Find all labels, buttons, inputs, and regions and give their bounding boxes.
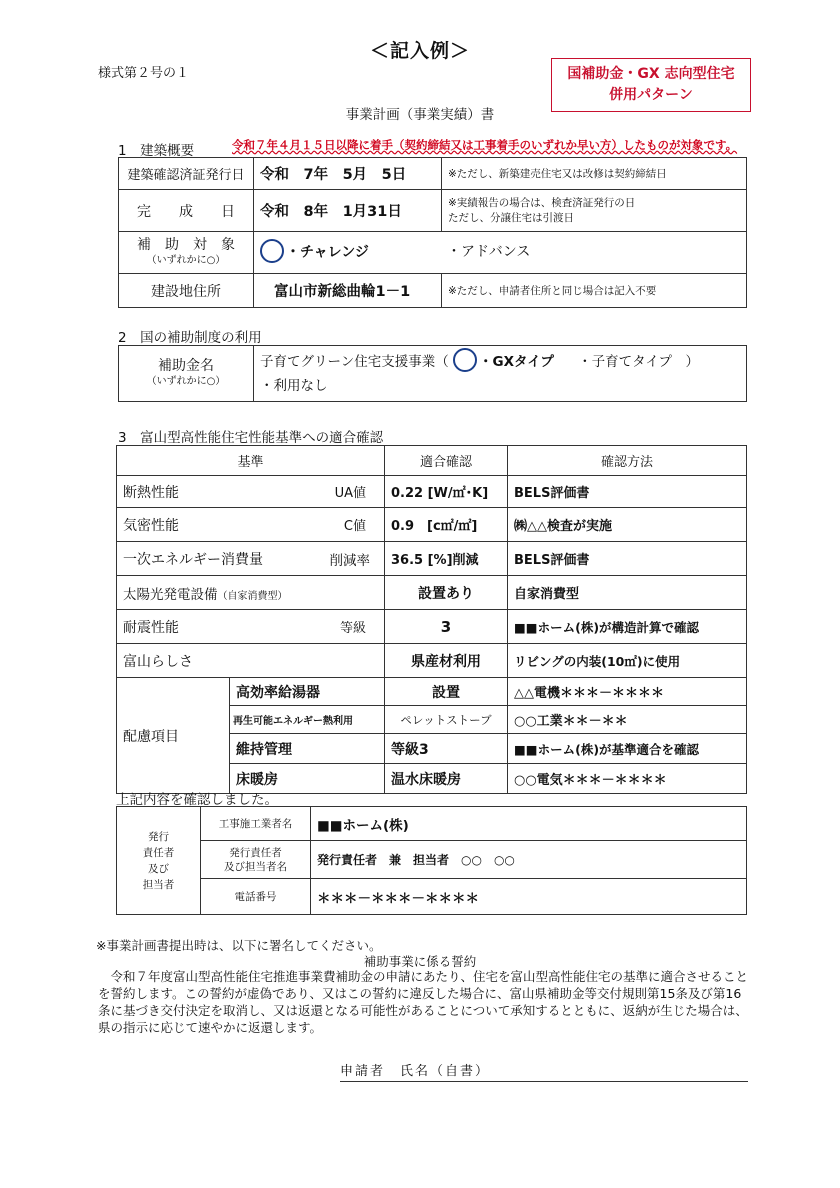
header-method: 確認方法 [508,446,747,476]
phone-label: 電話番号 [201,879,311,915]
method-value: リビングの内装(10㎡)に使用 [508,644,747,678]
confirmation-statement: 上記内容を確認しました。 [116,792,278,808]
section2-title: 2 国の補助制度の利用 [118,330,262,346]
subsidy-target-options [254,232,747,274]
oath-lead: ※事業計画書提出時は、以下に署名してください。 [96,938,382,953]
consideration-item: 床暖房 [230,764,385,794]
section3-table [116,445,747,794]
consideration-item: 再生可能エネルギー熱利用 [230,706,385,734]
compliance-value: 3 [385,610,508,644]
standard-unit: 等級 [339,620,366,636]
oath-body: 令和７年度富山型高性能住宅推進事業費補助金の申請にあたり、住宅を富山型高性能住宅の基準に適合させることを誓約します。この誓約が虚偽であり、又はこの誓約に違反した場合に、富山県補助金等交付規則第15条及び第16条に基づき交付決定を取消し、又は返還となる可能性があることについて承知するとともに、返納が生じた場合は、県の指示に応じて速やかに返還します。 [98,969,749,1035]
subsidy-name-label: 補助金名 [158,357,214,374]
contractor-value: ■■ホーム(株) [311,807,747,841]
responsible-group-label: 発行 責任者 及び 担当者 [117,807,201,915]
phone-value: ＊＊＊－＊＊＊－＊＊＊＊ [311,879,747,915]
compliance-value: 0.22 [W/㎡･K] [385,476,508,508]
section1-table [118,157,747,308]
option-challenge: ・チャレンジ [286,244,369,260]
section3-title: 3 富山型高性能住宅性能基準への適合確認 [118,430,384,446]
consideration-value: 等級3 [385,734,508,764]
standard-cell [117,476,385,508]
completion-date-note: ※実績報告の場合は、検査済証発行の日 ただし、分譲住宅は引渡日 [442,190,747,232]
standard-name: 一次エネルギー消費量 [123,551,263,568]
example-heading: ＜記入例＞ [369,40,470,62]
consideration-value: ペレットストーブ [385,706,508,734]
confirmation-date-value: 令和 7年 5月 5日 [254,158,442,190]
consideration-label: 配慮項目 [117,678,230,794]
selected-circle-icon [453,348,477,372]
applicant-signature-line[interactable]: 申請者 氏名（自書） [340,1060,748,1082]
method-value: ㈱△△検査が実施 [508,508,747,542]
section2-table [118,345,747,402]
option-gx-type: ・GXタイプ [479,353,554,370]
section1-red-note: 令和７年４月１５日以降に着手（契約締結又は工事着手のいずれか早い方）したものが対象です。 [232,138,738,152]
consideration-value: 設置 [385,678,508,706]
document-title: 事業計画（事業実績）書 [345,107,495,123]
person-label: 発行責任者 及び担当者名 [201,841,311,879]
compliance-value: 36.5 [%]削減 [385,542,508,576]
person-value: 発行責任者 兼 担当者 ○○ ○○ [311,841,747,879]
option-kosodate-type: ・子育てタイプ ） [578,353,699,370]
method-value: BELS評価書 [508,542,747,576]
subsidy-name-options [254,346,747,402]
completion-date-value: 令和 8年 1月31日 [254,190,442,232]
subsidy-name-label-cell [119,346,254,402]
construction-address-value: 富山市新総曲輪1－1 [254,274,442,308]
header-standard: 基準 [117,446,385,476]
standard-name: 太陽光発電設備 [123,586,218,603]
subsidy-name-sublabel: （いずれかに○） [146,375,226,387]
selected-circle-icon [260,239,284,263]
method-value: BELS評価書 [508,476,747,508]
contractor-label: 工事施工業者名 [201,807,311,841]
method-value: 自家消費型 [508,576,747,610]
method-value: ■■ホーム(株)が構造計算で確認 [508,610,747,644]
standard-unit: 削減率 [329,552,370,569]
consideration-item: 維持管理 [230,734,385,764]
oath-title: 補助事業に係る誓約 [363,954,477,969]
subsidy-line-1 [260,350,740,374]
label-construction-address: 建設地住所 [119,274,254,308]
standard-name: 耐震性能 [123,619,179,636]
option-not-used: ・利用なし [260,377,328,394]
standard-name: 富山らしさ [123,653,193,670]
consideration-value: 温水床暖房 [385,764,508,794]
section1-title: 1 建築概要 [118,143,195,159]
standard-unit: C値 [343,518,366,534]
compliance-value: 0.9 [c㎡/㎡] [385,508,508,542]
standard-cell [117,576,385,610]
standard-cell [117,542,385,576]
responsible-table [116,806,747,915]
confirmation-date-note: ※ただし、新築建売住宅又は改修は契約締結日 [442,158,747,190]
program-name: 子育てグリーン住宅支援事業（ [260,353,449,370]
consideration-method: △△電機＊＊＊－＊＊＊＊ [508,678,747,706]
subsidy-target-sublabel: （いずれかに○） [146,254,226,266]
pattern-line-2: 併用パターン [609,87,693,103]
label-confirmation-date: 建築確認済証発行日 [119,158,254,190]
standard-name: 断熱性能 [123,484,179,501]
standard-name: 気密性能 [123,517,179,534]
standard-cell [117,610,385,644]
subsidy-target-label: 補 助 対 象 [137,236,235,253]
construction-address-note: ※ただし、申請者住所と同じ場合は記入不要 [442,274,747,308]
form-number: 様式第２号の１ [98,66,190,81]
standard-cell [117,508,385,542]
compliance-value: 県産材利用 [385,644,508,678]
consideration-item: 高効率給湯器 [230,678,385,706]
standard-unit: UA値 [334,485,366,501]
label-subsidy-target [119,232,254,274]
option-advance: ・アドバンス [447,244,531,260]
header-compliance: 適合確認 [385,446,508,476]
label-completion-date: 完 成 日 [119,190,254,232]
compliance-value: 設置あり [385,576,508,610]
consideration-method: ■■ホーム(株)が基準適合を確認 [508,734,747,764]
consideration-method: ○○電気＊＊＊－＊＊＊＊ [508,764,747,794]
standard-name-small: （自家消費型） [217,590,288,602]
standard-cell [117,644,385,678]
consideration-method: ○○工業＊＊－＊＊ [508,706,747,734]
pattern-line-1: 国補助金・GX 志向型住宅 [567,66,735,82]
